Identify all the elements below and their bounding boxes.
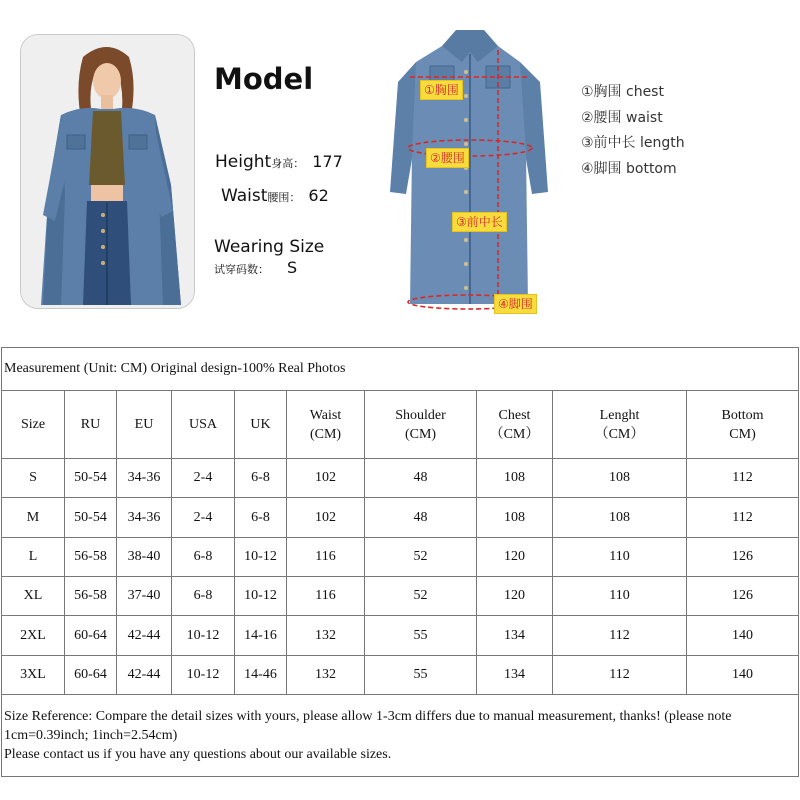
cell-uk: 6-8 [235,498,287,537]
table-body [2,459,799,695]
table-header-row [2,391,799,459]
header-uk [235,391,287,459]
model-photo [20,34,195,309]
cell-bottom: 112 [687,459,799,498]
cell-waist: 116 [287,537,365,576]
contact-note: Please contact us if you have any questions about our available sizes. [4,747,392,763]
cell-size: 3XL [2,655,65,694]
header-waist [287,391,365,459]
table-row [2,537,799,576]
cell-size: XL [2,577,65,616]
header-usa [172,391,235,459]
cell-shoulder: 52 [365,577,477,616]
cell-bottom: 140 [687,616,799,655]
model-height [215,152,343,172]
cell-shoulder: 52 [365,537,477,576]
cell-shoulder: 55 [365,616,477,655]
cell-bottom: 112 [687,498,799,537]
cell-ru: 60-64 [65,616,117,655]
cell-length: 110 [553,537,687,576]
cell-chest: 134 [477,616,553,655]
header-bottom-line1: Bottom [721,407,764,423]
header-chest-line1: Chest [498,407,531,423]
header-size [2,391,65,459]
cell-ru: 56-58 [65,537,117,576]
wearing-size-label: Wearing Size [214,237,325,257]
table-row [2,577,799,616]
cell-usa: 10-12 [172,655,235,694]
cell-eu: 42-44 [117,655,172,694]
cell-size: 2XL [2,616,65,655]
bottom-tag: ④脚围 [494,294,537,314]
header-ru-line1: RU [80,417,101,433]
coat-illustration [380,22,560,322]
cell-shoulder: 55 [365,655,477,694]
model-title: Model [214,62,314,96]
cell-eu: 38-40 [117,537,172,576]
cell-eu: 34-36 [117,459,172,498]
cell-ru: 60-64 [65,655,117,694]
cell-chest: 108 [477,459,553,498]
cell-waist: 116 [287,577,365,616]
header-chest-line2: （CM） [489,426,540,442]
cell-eu: 42-44 [117,616,172,655]
wearing-size [214,258,297,277]
header-chest [477,391,553,459]
header-shoulder-line2: (CM) [404,426,437,442]
header-eu [117,391,172,459]
cell-shoulder: 48 [365,459,477,498]
cell-eu: 37-40 [117,577,172,616]
size-reference-note: Size Reference: Compare the detail sizes with yours, please allow 1-3cm differs due to manual measurement, thanks! (please note 1cm=0.39inch; 1inch=2.54cm) [4,709,732,744]
cell-bottom: 126 [687,537,799,576]
cell-waist: 102 [287,498,365,537]
cell-ru: 50-54 [65,459,117,498]
cell-waist: 132 [287,616,365,655]
length-tag: ③前中长 [452,212,507,232]
header-length-line2: （CM） [594,426,645,442]
header-size-line1: Size [20,417,46,433]
table-caption: Measurement (Unit: CM) Original design-100% Real Photos [2,348,799,391]
legend-waist: ②腰围 waist [581,109,663,126]
cell-usa: 6-8 [172,537,235,576]
cell-size: L [2,537,65,576]
cell-usa: 6-8 [172,577,235,616]
header-length-line1: Lenght [599,407,640,423]
header-bottom-line2: CM) [729,426,756,442]
cell-length: 108 [553,498,687,537]
cell-waist: 132 [287,655,365,694]
cell-length: 108 [553,459,687,498]
header-shoulder [365,391,477,459]
size-chart-table [1,347,799,777]
wearing-size-label-zh: 试穿码数： [214,263,269,276]
cell-size: S [2,459,65,498]
cell-length: 112 [553,616,687,655]
cell-usa: 10-12 [172,616,235,655]
table-row [2,655,799,694]
cell-chest: 120 [477,537,553,576]
measurement-legend [581,80,685,182]
height-value: 177 [312,152,343,171]
cell-chest: 134 [477,655,553,694]
cell-usa: 2-4 [172,498,235,537]
model-waist [221,186,329,206]
table-row [2,459,799,498]
cell-uk: 10-12 [235,577,287,616]
cell-uk: 6-8 [235,459,287,498]
header-waist-line2: (CM) [309,426,342,442]
legend-length: ③前中长 length [581,135,685,151]
cell-uk: 14-46 [235,655,287,694]
cell-length: 112 [553,655,687,694]
cell-uk: 10-12 [235,537,287,576]
cell-usa: 2-4 [172,459,235,498]
waist-value: 62 [308,186,329,205]
cell-shoulder: 48 [365,498,477,537]
cell-ru: 56-58 [65,577,117,616]
table-row [2,498,799,537]
header-uk-line1: UK [250,417,271,433]
header-usa-line1: USA [188,417,217,433]
legend-bottom: ④脚围 bottom [581,160,677,177]
table-row [2,616,799,655]
header-ru [65,391,117,459]
header-eu-line1: EU [134,417,154,433]
header-shoulder-line1: Shoulder [395,407,446,423]
cell-uk: 14-16 [235,616,287,655]
model-photo-illustration [21,35,194,308]
cell-chest: 108 [477,498,553,537]
cell-waist: 102 [287,459,365,498]
cell-length: 110 [553,577,687,616]
height-label-zh: 身高： [271,157,305,170]
waist-tag: ②腰围 [426,148,469,168]
cell-bottom: 140 [687,655,799,694]
chest-tag: ①胸围 [420,80,463,100]
waist-label-zh: 腰围： [267,191,301,204]
header-bottom [687,391,799,459]
table-footnote [2,695,799,777]
cell-bottom: 126 [687,577,799,616]
legend-chest: ①胸围 chest [581,84,664,100]
height-label: Height [215,152,272,172]
wearing-size-value: S [287,258,298,277]
header-length [553,391,687,459]
cell-size: M [2,498,65,537]
cell-eu: 34-36 [117,498,172,537]
header-waist-line1: Waist [309,407,342,423]
cell-ru: 50-54 [65,498,117,537]
coat-diagram [380,22,560,322]
cell-chest: 120 [477,577,553,616]
waist-label: Waist [221,186,268,206]
